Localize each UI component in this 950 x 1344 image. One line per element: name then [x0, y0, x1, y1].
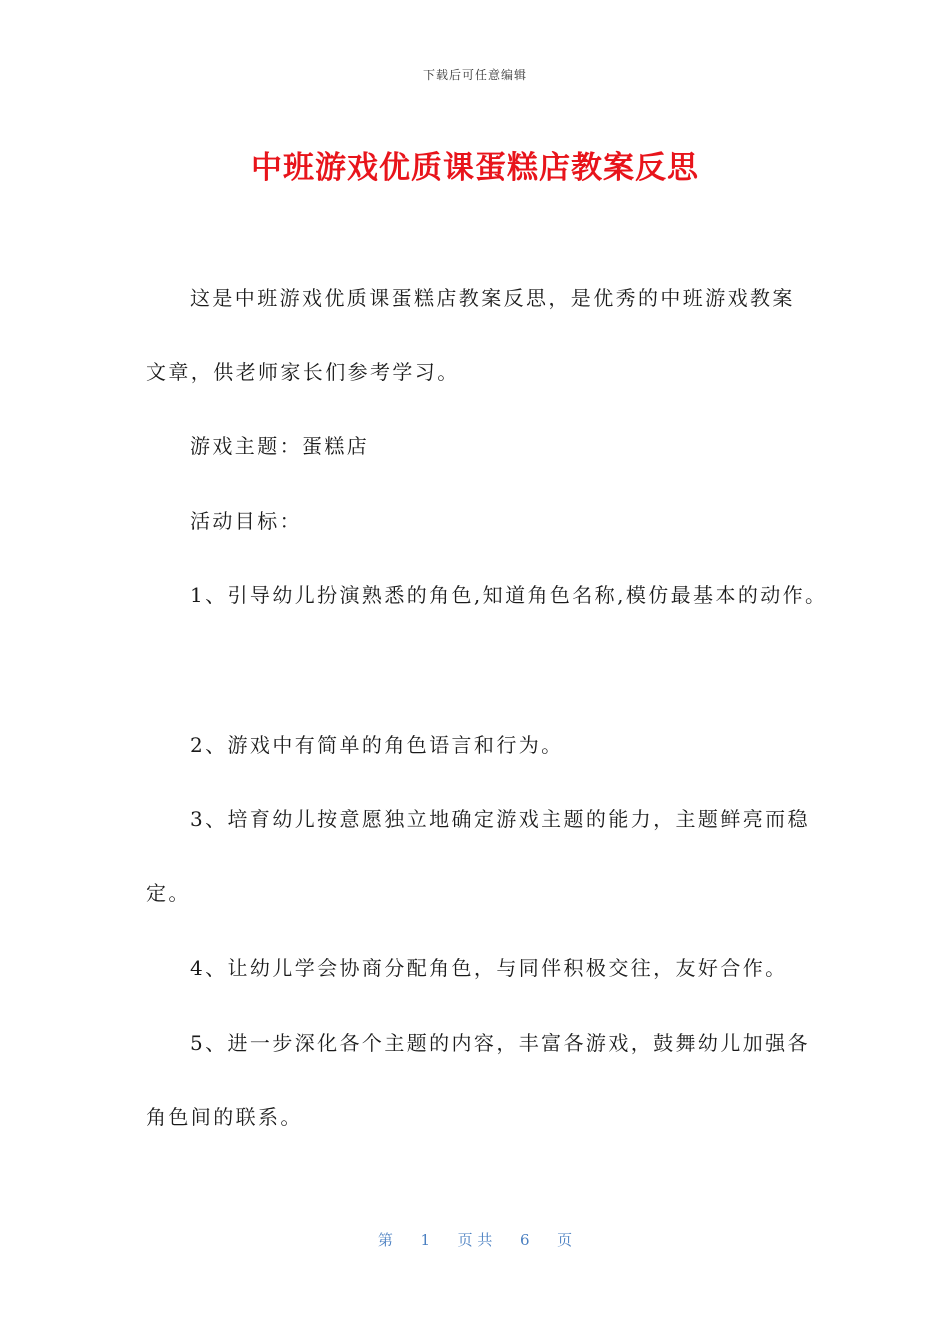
document-title: 中班游戏优质课蛋糕店教案反思: [251, 150, 699, 186]
header-note: 下载后可任意编辑: [422, 68, 527, 82]
page-footer: [0, 1229, 950, 1250]
paragraph-intro-line-2: 文章，供老师家长们参考学习。: [146, 360, 460, 384]
paragraph-intro-line-1: 这是中班游戏优质课蛋糕店教案反思，是优秀的中班游戏教案: [190, 286, 795, 310]
activity-goals-heading: 活动目标：: [190, 509, 302, 533]
footer-page-number: 1: [420, 1231, 431, 1249]
goal-item-5-line-2: 角色间的联系。: [146, 1105, 303, 1129]
goal-item-3-line-1: 3、培育幼儿按意愿独立地确定游戏主题的能力，主题鲜亮而稳: [190, 807, 810, 831]
goal-item-2: 2、游戏中有简单的角色语言和行为。: [190, 733, 564, 757]
goal-item-1: 1、引导幼儿扮演熟悉的角色,知道角色名称,模仿最基本的动作。: [190, 583, 828, 607]
footer-page-suffix: 页: [557, 1231, 573, 1249]
game-theme-line: 游戏主题：蛋糕店: [190, 434, 370, 458]
footer-page-label: 第: [377, 1231, 393, 1249]
goal-item-5-line-1: 5、进一步深化各个主题的内容，丰富各游戏，鼓舞幼儿加强各: [190, 1031, 810, 1055]
footer-total-pages: 6: [519, 1231, 530, 1249]
goal-item-4: 4、让幼儿学会协商分配角色，与同伴积极交往，友好合作。: [190, 956, 788, 980]
goal-item-3-line-2: 定。: [146, 881, 191, 905]
footer-page-of: 页 共: [457, 1231, 493, 1249]
